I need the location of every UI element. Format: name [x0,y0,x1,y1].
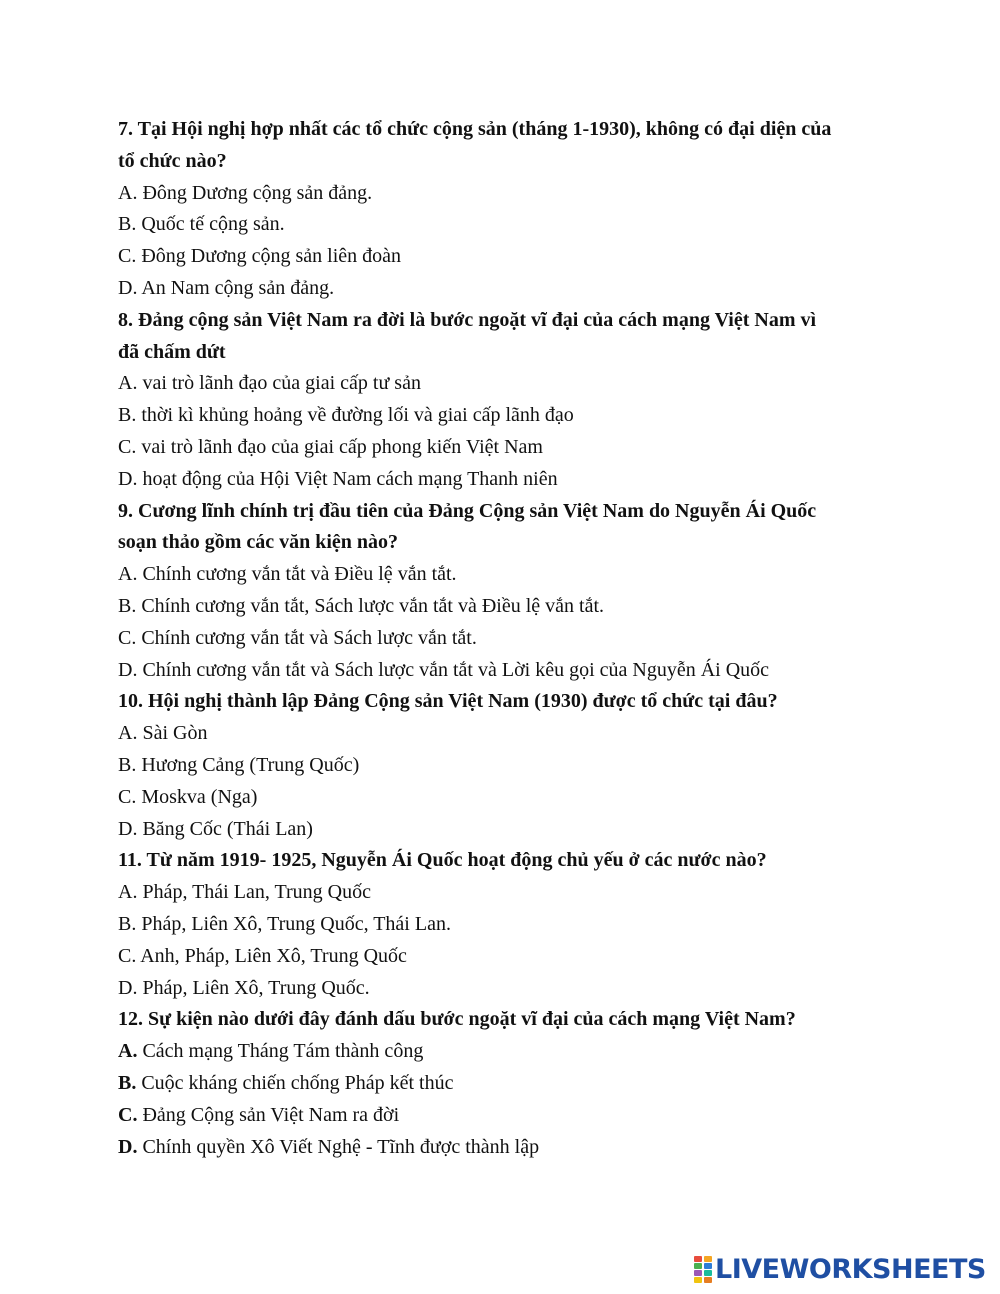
answer-option-text: B. Pháp, Liên Xô, Trung Quốc, Thái Lan. [118,912,451,935]
question-text: 10. Hội nghị thành lập Đảng Cộng sản Việt Nam (1930) được tổ chức tại đâu? [118,690,778,713]
answer-option [118,1132,898,1164]
answer-option [118,1100,898,1132]
answer-option [118,241,898,273]
logo-square [694,1256,702,1262]
answer-option-text: D. An Nam cộng sản đảng. [118,276,335,299]
answer-option [118,273,898,305]
liveworksheets-logo [694,1253,986,1285]
answer-option [118,559,898,591]
answer-option-text: A. Sài Gòn [118,722,208,745]
worksheet-content [118,114,898,1163]
answer-option-text: D. Băng Cốc (Thái Lan) [118,817,313,840]
liveworksheets-logo-icon [694,1256,712,1282]
answer-option-text: C. Đông Dương cộng sản liên đoàn [118,245,402,268]
logo-square [704,1256,712,1262]
question-text: soạn thảo gồm các văn kiện nào? [118,531,399,554]
logo-square [704,1263,712,1269]
logo-square [704,1270,712,1276]
answer-option [118,368,898,400]
answer-option-text: A. Đông Dương cộng sản đảng. [118,181,373,204]
question-text: tổ chức nào? [118,149,227,172]
answer-option [118,877,898,909]
answer-option-text: B. Hương Cảng (Trung Quốc) [118,753,360,776]
question-block [118,114,898,305]
question-text: 8. Đảng cộng sản Việt Nam ra đời là bước ngoặt vĩ đại của cách mạng Việt Nam vì [118,308,817,331]
answer-option-letter: B. [118,1071,137,1094]
answer-option [118,718,898,750]
answer-option-text: B. Quốc tế cộng sản. [118,213,285,236]
logo-square [694,1277,702,1283]
answer-option-text: Cách mạng Tháng Tám thành công [137,1040,424,1063]
answer-option [118,1068,898,1100]
answer-option-text: C. Anh, Pháp, Liên Xô, Trung Quốc [118,944,407,967]
answer-option [118,1036,898,1068]
answer-option [118,655,898,687]
answer-option-letter: A. [118,1040,138,1063]
answer-option [118,432,898,464]
answer-option-text: A. vai trò lãnh đạo của giai cấp tư sản [118,372,421,395]
question-text: 7. Tại Hội nghị hợp nhất các tổ chức cộng sản (tháng 1-1930), không có đại diện của [118,118,832,140]
answer-option-text: C. Chính cương vắn tắt và Sách lược vắn tắt. [118,626,477,649]
answer-option-text: D. hoạt động của Hội Việt Nam cách mạng Thanh niên [118,467,558,490]
answer-option-letter: C. [118,1103,138,1126]
answer-option [118,782,898,814]
answer-option-text: Chính quyền Xô Viết Nghệ - Tĩnh được thành lập [137,1135,540,1158]
answer-option-text: A. Chính cương vắn tắt và Điều lệ vắn tắt. [118,563,457,586]
question-text: 9. Cương lĩnh chính trị đầu tiên của Đảng Cộng sản Việt Nam do Nguyễn Ái Quốc [118,499,817,522]
answer-option-text: B. Chính cương vắn tắt, Sách lược vắn tắt và Điều lệ vắn tắt. [118,594,605,617]
answer-option [118,464,898,496]
liveworksheets-logo-text: LIVEWORKSHEETS [715,1253,986,1285]
logo-square [694,1263,702,1269]
question-block [118,845,898,1004]
answer-option [118,909,898,941]
answer-option-text: C. vai trò lãnh đạo của giai cấp phong kiến Việt Nam [118,435,543,458]
answer-option-text: Cuộc kháng chiến chống Pháp kết thúc [136,1071,454,1094]
answer-option-text: D. Pháp, Liên Xô, Trung Quốc. [118,976,370,999]
question-text: 11. Từ năm 1919- 1925, Nguyễn Ái Quốc hoạt động chủ yếu ở các nước nào? [118,849,767,872]
question-block [118,686,898,845]
logo-square [704,1277,712,1283]
answer-option [118,973,898,1005]
question-text: 12. Sự kiện nào dưới đây đánh dấu bước ngoặt vĩ đại của cách mạng Việt Nam? [118,1008,796,1031]
answer-option [118,623,898,655]
answer-option-text: A. Pháp, Thái Lan, Trung Quốc [118,881,371,904]
question-block [118,305,898,496]
answer-option [118,209,898,241]
answer-option-text: B. thời kì khủng hoảng về đường lối và giai cấp lãnh đạo [118,404,574,427]
answer-option-text: C. Moskva (Nga) [118,785,258,808]
question-text: đã chấm dứt [118,340,226,363]
question-block [118,496,898,687]
answer-option [118,750,898,782]
answer-option [118,591,898,623]
answer-option-text: D. Chính cương vắn tắt và Sách lược vắn tắt và Lời kêu gọi của Nguyễn Ái Quốc [118,658,770,681]
answer-option [118,400,898,432]
answer-option [118,814,898,846]
answer-option-letter: D. [118,1135,138,1158]
question-block [118,1004,898,1163]
logo-square [694,1270,702,1276]
answer-option [118,178,898,210]
answer-option [118,941,898,973]
answer-option-text: Đảng Cộng sản Việt Nam ra đời [137,1103,400,1126]
